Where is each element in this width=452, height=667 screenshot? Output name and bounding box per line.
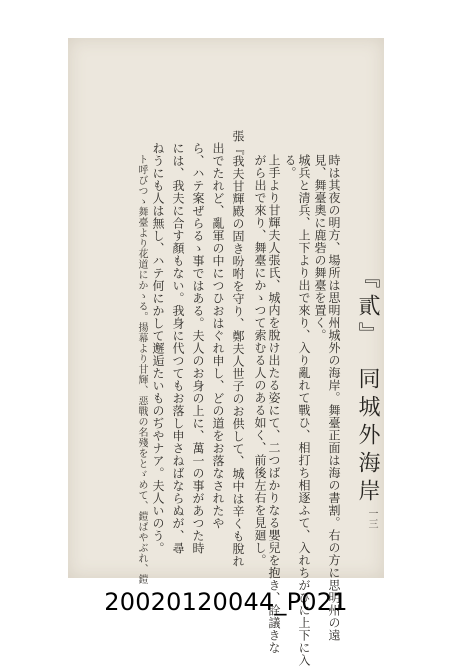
text-line-11: ねうにも人は無し、ハテ何にかして邂逅たいものぢやナア。夫人いのう。 (151, 142, 165, 555)
text-line-1: 時は其夜の明方、場所は思明州城外の海岸。舞臺正面は海の書割。右の方に思明州の遠 (327, 154, 341, 642)
text-line-10: には、我夫に合す顏もない。我身に代つてもお落し申さねばならぬが、尋 (171, 142, 185, 555)
text-line-5: 上手より甘輝夫人張氏、城内を脫け出たる姿にて、二つばかりなる嬰兒を抱き、詮議きな (267, 154, 281, 654)
text-line-7: 張『我夫甘輝殿の固き吩咐を守り、鄭夫人世子のお供して、城中は辛くも脫れ (231, 130, 245, 568)
image-caption: 20020120044_P021 (104, 588, 348, 616)
chapter-title: 『貳』 同城外海岸 (355, 266, 380, 507)
text-line-9: ら、ハテ案ぜらるゝ事ではある。夫人のお身の上に、萬一の事があつた時 (191, 142, 205, 555)
text-line-2: 見、舞臺奧に鹿砦の舞臺を置く。 (313, 154, 327, 342)
text-line-6: がら出で來り、舞臺にかゝつて索むる人のある如く、前後左右を見廻し。 (253, 154, 267, 567)
page-number: 一三 (366, 508, 377, 529)
text-line-12: ト呼びつゝ舞臺より花道にかゝる。揚幕より甘輝、惡戰の名殘をとゞめて、鎧ばやぶれ、鎧 (136, 154, 147, 585)
text-line-8: 出でたれど、亂軍の中につひおはぐれ申し、どの道をお落なされたや (211, 142, 225, 530)
text-line-3: 城兵と清兵、上下より出で來り、入り亂れて戰ひ、相打ち相逐ふて、入れちがひに上下に入 (297, 154, 311, 667)
text-line-4: る。 (283, 154, 297, 179)
